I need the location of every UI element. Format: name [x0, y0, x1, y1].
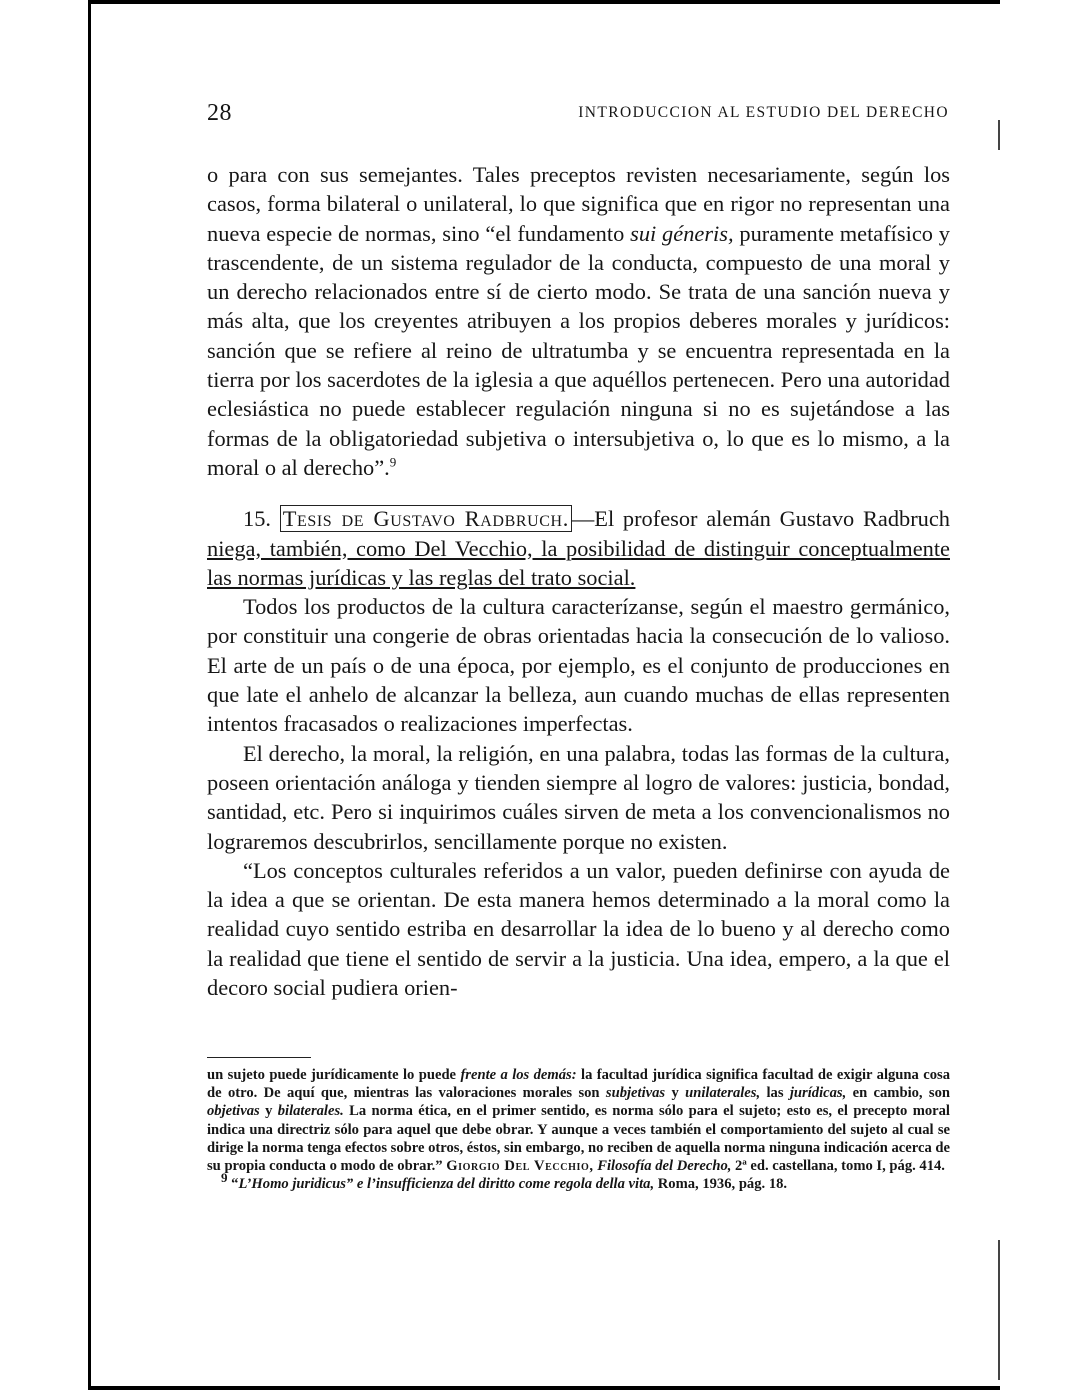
page-number: 28 [207, 100, 232, 126]
footnote-marker: 9 [221, 1170, 228, 1186]
scan-border-top [88, 0, 1000, 4]
paragraph: Todos los productos de la cultura caracterízanse, según el maestro germánico, por constituir una congerie de obras orientadas hacia la consecución de lo valioso. El arte de un país o de una época, por ejemplo, es el conjunto de producciones en que late el anhelo de alcanzar la belleza, aun cuando muchas de ellas representen intentos fracasados o realizaciones imperfectas. [207, 594, 950, 737]
paragraph: El derecho, la moral, la religión, en una palabra, todas las formas de la cultura, poseen orientación análoga y tienden siempre al logro de valores: justicia, bondad, santidad, etc. Pero si inquirimos cuáles sirven de meta a los convencionalismos no lograremos descubrirlos, sencillamente porque no existen. [207, 740, 950, 854]
cited-work: Filosofía del Derecho, [597, 1158, 732, 1175]
section-paragraph: 15. Tesis de Gustavo Radbruch. —El profesor alemán Gustavo Radbruch niega, también, como Del Vecchio, la posibilidad de distinguir conceptualmente las normas jurídicas y las reglas del trato social. [207, 506, 950, 590]
page-header [207, 100, 949, 130]
running-title: INTRODUCCION AL ESTUDIO DEL DERECHO [578, 104, 949, 121]
scan-border-left [88, 0, 91, 1390]
paragraph: o para con sus semejantes. Tales preceptos revisten necesariamente, según los casos, forma bilateral o unilateral, lo que significa que en rigor no representan una nueva especie de normas, sino “el fundamento sui géneris, puramente metafísico y trascendente, de un sistema regulador de la conducta, compuesto de una moral y un derecho relacionados entre sí de cierto modo. Se trata de una sanción nueva y más alta, que los creyentes atribuyen a los propios deberes morales y jurídicos: sanción que se refiere al reino de ultratumba y se encuentra representada en la tierra por los sacerdotes de la iglesia a que aquéllos pertenecen. Pero una autoridad eclesiástica no puede establecer regulación ninguna si no es sujetándose a las formas de la obligatoriedad subjetiva o intersubjetiva o, lo que es lo mismo, a la moral o al derecho”.$^9$ [207, 162, 950, 480]
body-text [207, 160, 950, 1002]
cited-author: Giorgio Del Vecchio, [446, 1158, 594, 1175]
scan-edge-mark [998, 1240, 1000, 1380]
paragraph: “Los conceptos culturales referidos a un valor, pueden definirse con ayuda de la idea a que se orientan. De esta manera hemos determinado a la moral como la realidad cuyo sentido estriba en desarrollar la idea de lo bueno y al derecho como la realidad que tiene el sentido de servir a la justicia. Una idea, empero, a la que el decoro social pudiera orien- [207, 857, 950, 1001]
section-number: 15. [243, 506, 271, 532]
footnote-9: $^9$ “L’Homo juridicus” e l’insufficienza del diritto come regola della vita, Roma, 1936, pág. 18. [221, 1170, 788, 1193]
footnote-continuation: un sujeto puede jurídicamente lo puede frente a los demás: la facultad jurídica significa facultad de exigir alguna cosa de otro. De aquí que, mientras las valoraciones morales son subjetivas y unilaterales, las jurídicas, en cambio, son objetivas y bilaterales. La norma ética, en el primer sentido, es norma sólo para el sujeto; esto es, el precepto moral indica una directriz sólo para aquel que debe obrar. Y aunque a veces también el comportamiento del sujeto al cual se dirige la norma tenga efectos sobre otros, éstos, sin embargo, no reciben de aquella norma ninguna indicación acerca de su propia conducta o modo de obrar.” Giorgio Del Vecchio, Filosofía del Derecho, 2ª ed. castellana, tomo I, pág. 414. [207, 1067, 951, 1175]
underlined-thesis: niega, también, como Del Vecchio, la posibilidad de distinguir conceptualmente las normas jurídicas y las reglas del trato social. [207, 535, 950, 590]
footnote-ref: 9 [389, 454, 397, 470]
section-heading: Tesis de Gustavo Radbruch. [280, 505, 572, 532]
scan-edge-mark [998, 120, 1000, 150]
scan-border-bottom [88, 1386, 1000, 1390]
footnote-rule [207, 1057, 311, 1058]
footnotes [207, 1066, 950, 1193]
